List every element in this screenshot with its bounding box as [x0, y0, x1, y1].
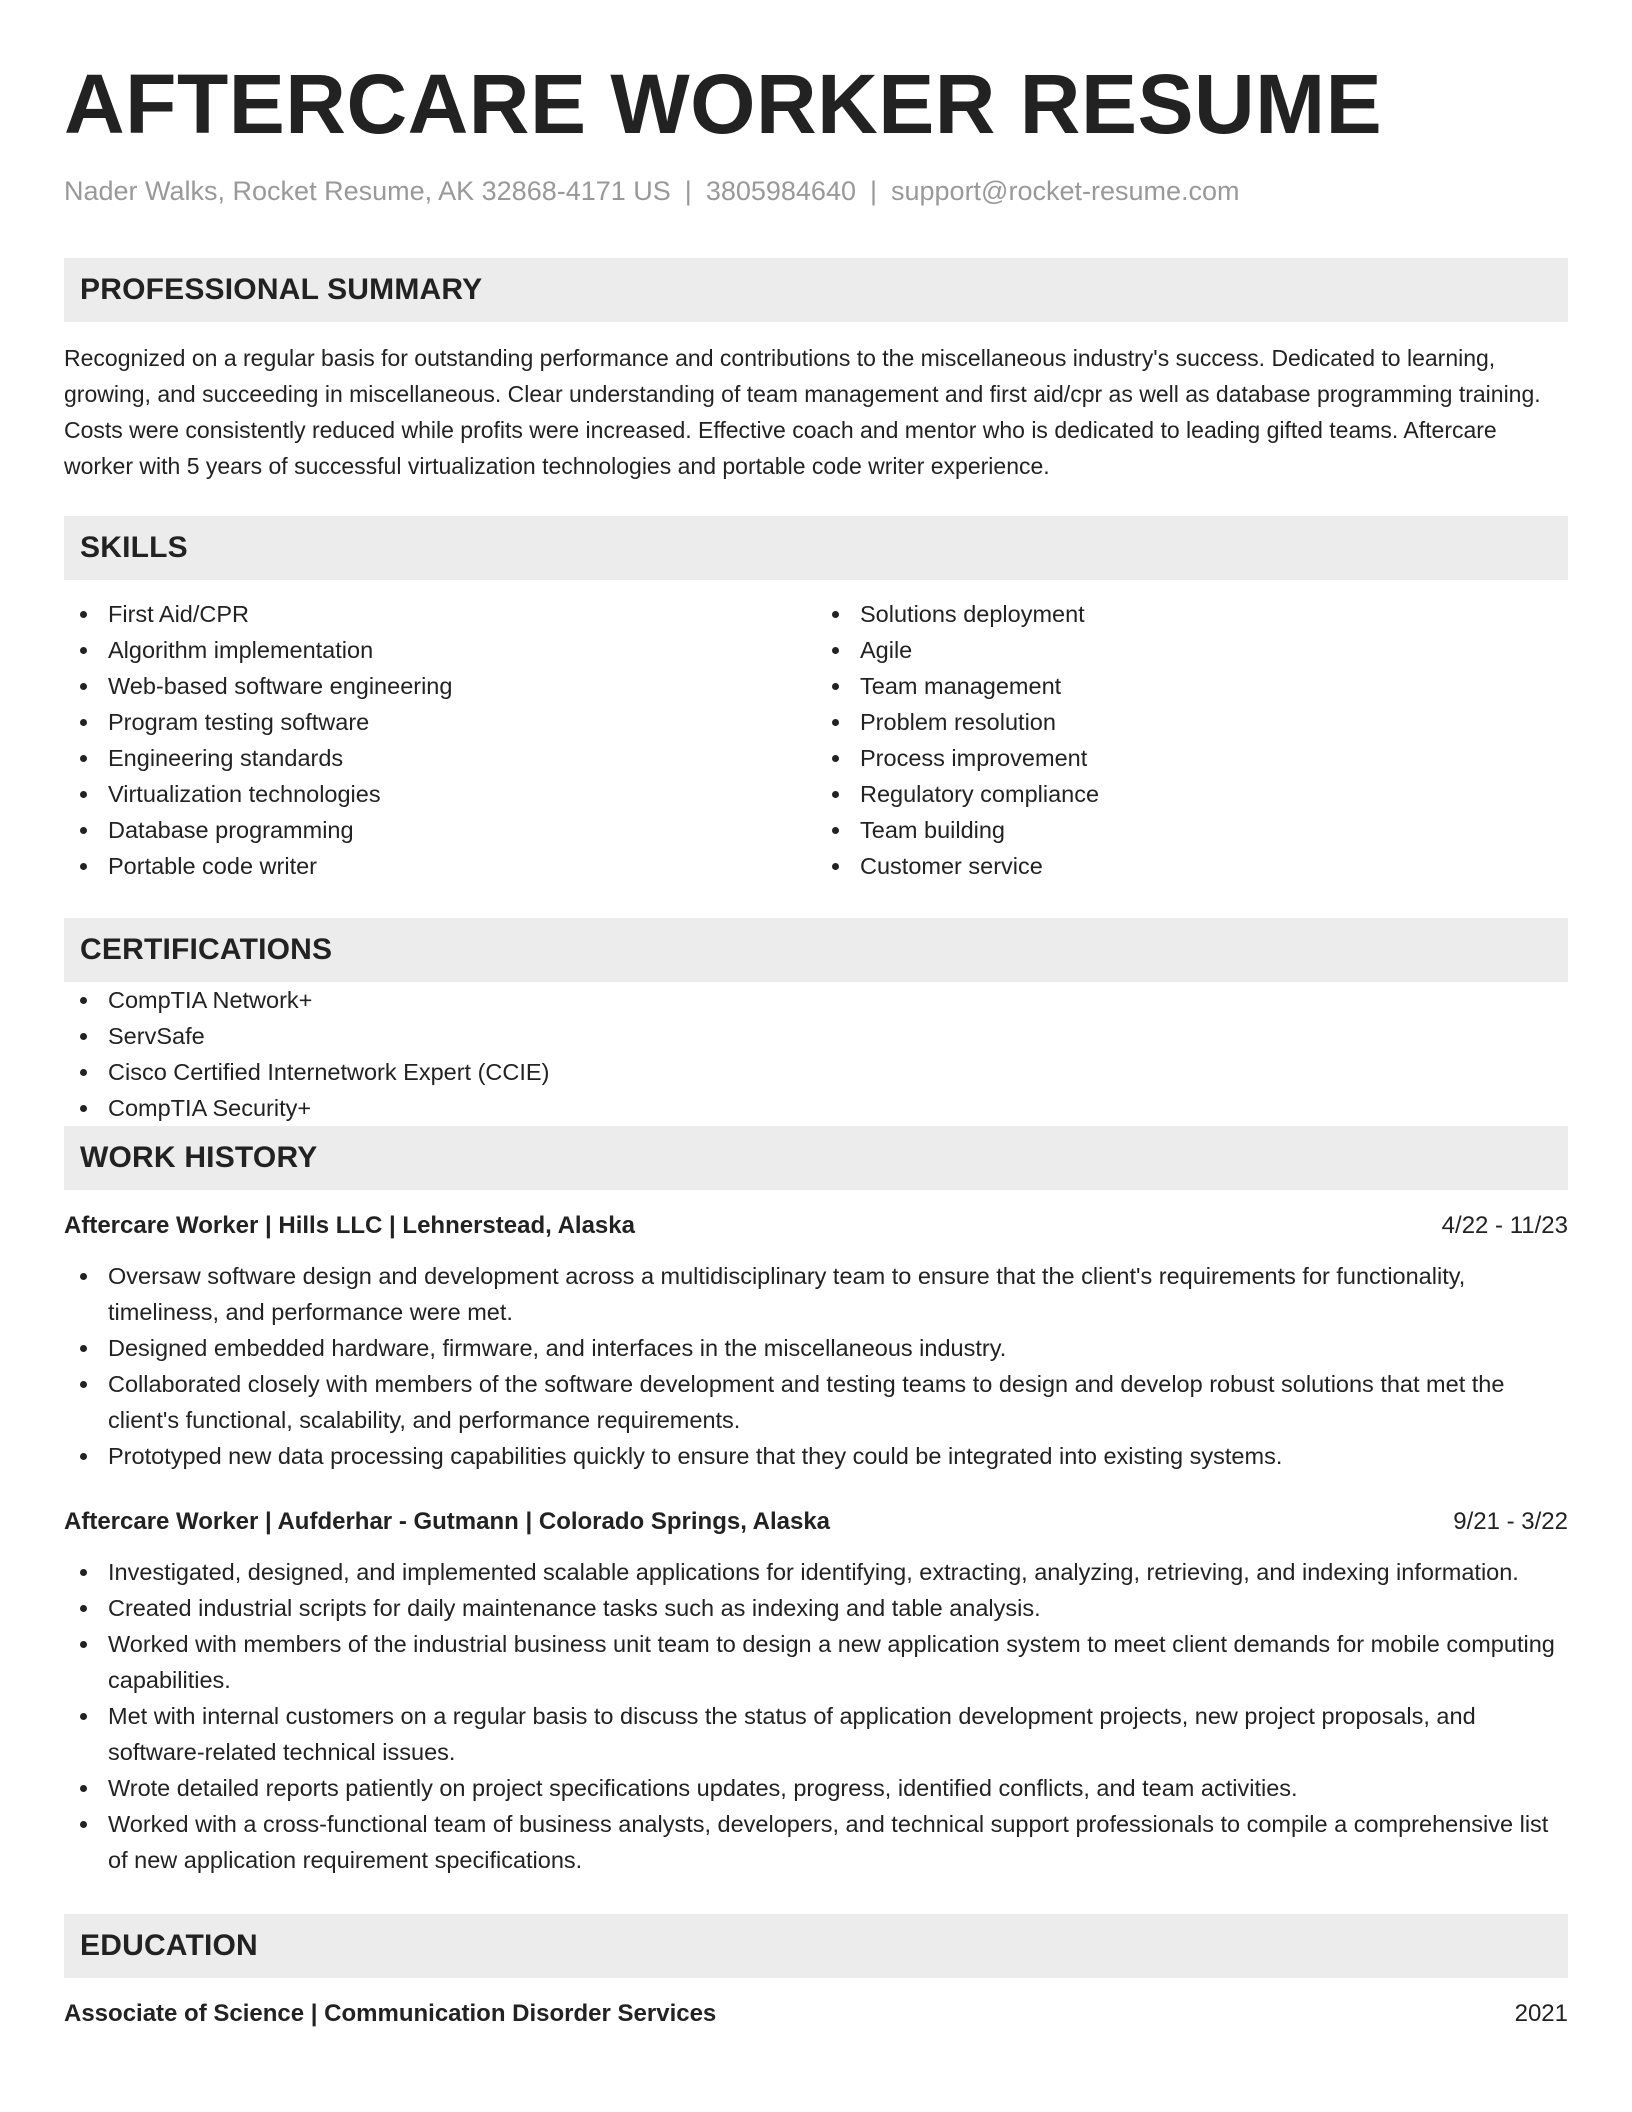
education-year: 2021 — [1514, 2000, 1568, 2027]
skill-item: Customer service — [816, 848, 1568, 884]
job-bullets — [64, 1554, 1568, 1878]
summary-text: Recognized on a regular basis for outstanding performance and contributions to the miscellaneous industry's success. Dedicated to learning, growing, and succeeding in miscellaneous. Clear understanding of team management and first aid/cpr as well as database programming training. Costs were consistently reduced while profits were increased. Effective coach and mentor who is dedicated to leading gifted teams. Aftercare worker with 5 years of successful virtualization technologies and portable code writer experience. — [64, 345, 1541, 479]
skill-item: Problem resolution — [816, 704, 1568, 740]
skill-item: Engineering standards — [64, 740, 816, 776]
skill-item: Algorithm implementation — [64, 632, 816, 668]
section-heading-skills: SKILLS — [64, 516, 1568, 580]
skill-item: Web-based software engineering — [64, 668, 816, 704]
education-header — [64, 1996, 1568, 2032]
work-history — [64, 1208, 1568, 1878]
job-dates: 4/22 - 11/23 — [1441, 1212, 1568, 1239]
skills-list — [64, 596, 1568, 884]
skill-item: Program testing software — [64, 704, 816, 740]
contact-email: support@rocket-resume.com — [891, 176, 1240, 206]
contact-separator: | — [869, 176, 877, 206]
education-title: Associate of Science | Communication Disorder Services — [64, 2000, 717, 2027]
job-bullet: Prototyped new data processing capabilities quickly to ensure that they could be integrated into existing systems. — [64, 1438, 1568, 1474]
skill-item: Solutions deployment — [816, 596, 1568, 632]
certification-item: CompTIA Security+ — [64, 1090, 1568, 1126]
skill-item: Team building — [816, 812, 1568, 848]
contact-address: Nader Walks, Rocket Resume, AK 32868-4171 US — [64, 176, 671, 206]
certifications-list — [64, 982, 1568, 1126]
job-bullet: Met with internal customers on a regular basis to discuss the status of application development projects, new project proposals, and software-related technical issues. — [64, 1698, 1568, 1770]
certification-item: ServSafe — [64, 1018, 1568, 1054]
skill-item: Portable code writer — [64, 848, 816, 884]
job-bullets — [64, 1258, 1568, 1474]
education-entry — [64, 1996, 1568, 2032]
section-heading-summary: PROFESSIONAL SUMMARY — [64, 258, 1568, 322]
job-header — [64, 1208, 1568, 1244]
resume-title: AFTERCARE WORKER RESUME — [64, 57, 1383, 151]
contact-phone: 3805984640 — [705, 176, 856, 206]
skill-item: Agile — [816, 632, 1568, 668]
job-bullet: Worked with a cross-functional team of business analysts, developers, and technical support professionals to compile a comprehensive list of new application requirement specifications. — [64, 1806, 1568, 1878]
job-header — [64, 1504, 1568, 1540]
job-bullet: Wrote detailed reports patiently on project specifications updates, progress, identified conflicts, and team activities. — [64, 1770, 1568, 1806]
skill-item: Database programming — [64, 812, 816, 848]
certification-item: Cisco Certified Internetwork Expert (CCIE) — [64, 1054, 1568, 1090]
skill-item: Team management — [816, 668, 1568, 704]
job-bullet: Designed embedded hardware, firmware, and interfaces in the miscellaneous industry. — [64, 1330, 1568, 1366]
job-entry — [64, 1504, 1568, 1878]
job-bullet: Investigated, designed, and implemented scalable applications for identifying, extracting, analyzing, retrieving, and indexing information. — [64, 1554, 1568, 1590]
section-heading-certifications: CERTIFICATIONS — [64, 918, 1568, 982]
job-bullet: Created industrial scripts for daily maintenance tasks such as indexing and table analysis. — [64, 1590, 1568, 1626]
contact-line — [64, 174, 1568, 208]
skill-item: Regulatory compliance — [816, 776, 1568, 812]
contact-separator: | — [684, 176, 692, 206]
section-heading-work-history: WORK HISTORY — [64, 1126, 1568, 1190]
job-entry — [64, 1208, 1568, 1474]
job-bullet: Collaborated closely with members of the software development and testing teams to design and develop robust solutions that met the client's functional, scalability, and performance requirements. — [64, 1366, 1568, 1438]
job-bullet: Oversaw software design and development across a multidisciplinary team to ensure that the client's requirements for functionality, timeliness, and performance were met. — [64, 1258, 1568, 1330]
skill-item: First Aid/CPR — [64, 596, 816, 632]
skills-column-left — [64, 596, 816, 884]
section-heading-education: EDUCATION — [64, 1914, 1568, 1978]
skills-column-right — [816, 596, 1568, 884]
certification-item: CompTIA Network+ — [64, 982, 1568, 1018]
job-bullet: Worked with members of the industrial business unit team to design a new application system to meet client demands for mobile computing capabilities. — [64, 1626, 1568, 1698]
job-title: Aftercare Worker | Aufderhar - Gutmann | Colorado Springs, Alaska — [64, 1508, 831, 1535]
job-title: Aftercare Worker | Hills LLC | Lehnerstead, Alaska — [64, 1212, 635, 1239]
job-dates: 9/21 - 3/22 — [1453, 1508, 1568, 1535]
skill-item: Virtualization technologies — [64, 776, 816, 812]
skill-item: Process improvement — [816, 740, 1568, 776]
